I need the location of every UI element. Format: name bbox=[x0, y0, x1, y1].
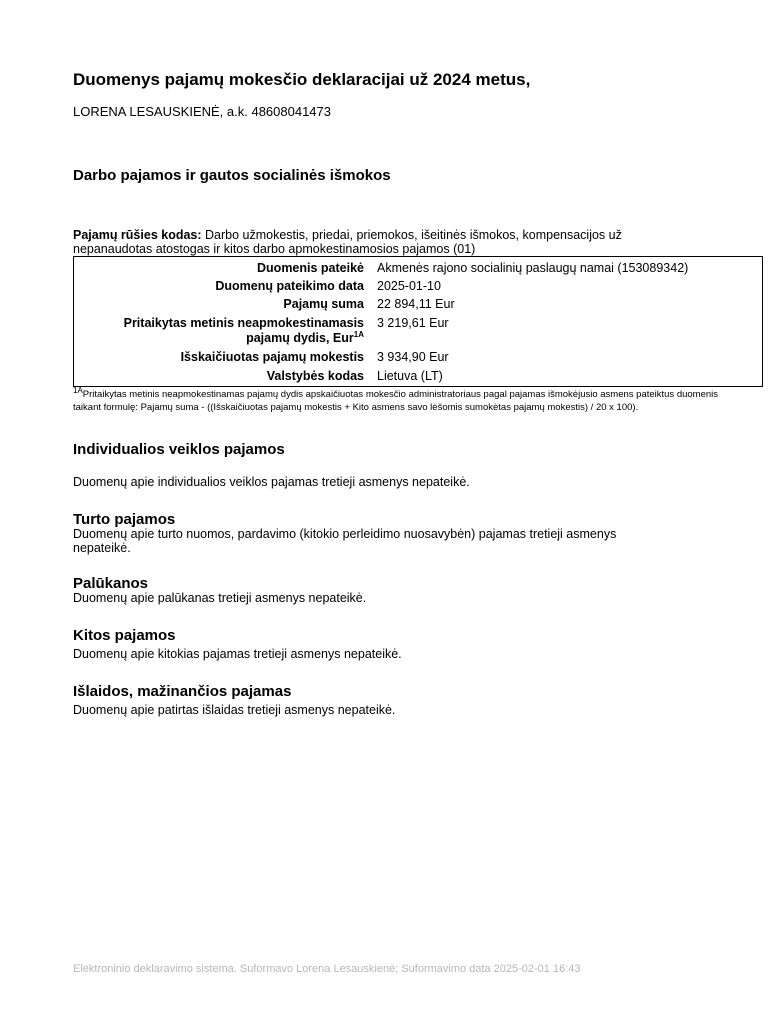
footnote-ref: 1A bbox=[353, 329, 364, 339]
section-title-interest: Palūkanos bbox=[73, 575, 149, 592]
footnote-marker: 1A bbox=[73, 385, 83, 395]
row-label: Duomenis pateikė bbox=[257, 261, 364, 275]
row-value: 3 219,61 Eur bbox=[377, 316, 449, 330]
row-label bbox=[74, 316, 364, 346]
row-label: Išskaičiuotas pajamų mokestis bbox=[180, 350, 364, 364]
row-label-line2: pajamų dydis, Eur bbox=[246, 331, 354, 345]
section-title-expenses: Išlaidos, mažinančios pajamas bbox=[73, 683, 292, 700]
section-text-individual: Duomenų apie individualios veiklos pajamas tretieji asmenys nepateikė. bbox=[73, 475, 470, 489]
row-value: 3 934,90 Eur bbox=[377, 350, 449, 364]
row-value: 22 894,11 Eur bbox=[377, 297, 455, 311]
row-value: Akmenės rajono socialinių paslaugų namai (153089342) bbox=[377, 261, 689, 275]
row-label-line1: Pritaikytas metinis neapmokestinamasis bbox=[123, 316, 364, 330]
row-value: 2025-01-10 bbox=[377, 279, 441, 293]
section-text-interest: Duomenų apie palūkanas tretieji asmenys nepateikė. bbox=[73, 591, 367, 605]
income-data-table bbox=[73, 256, 763, 387]
section-title-other: Kitos pajamos bbox=[73, 627, 176, 644]
footnote bbox=[73, 385, 743, 414]
income-type-code bbox=[73, 228, 673, 256]
section-text-property: Duomenų apie turto nuomos, pardavimo (kitokio perleidimo nuosavybėn) pajamas tretieji asmenys nepateikė. bbox=[73, 527, 617, 555]
income-type-label: Pajamų rūšies kodas: bbox=[73, 228, 202, 242]
row-value: Lietuva (LT) bbox=[377, 369, 443, 383]
row-label: Duomenų pateikimo data bbox=[215, 279, 364, 293]
section-text-other: Duomenų apie kitokias pajamas tretieji asmenys nepateikė. bbox=[73, 647, 402, 661]
taxpayer-identity: LORENA LESAUSKIENĖ, a.k. 48608041473 bbox=[73, 104, 331, 119]
section-title-employment: Darbo pajamos ir gautos socialinės išmokos bbox=[73, 167, 391, 184]
page-footer: Elektroninio deklaravimo sistema. Suformavo Lorena Lesauskienė; Suformavimo data 2025-02-01 16:43 bbox=[73, 963, 581, 975]
section-title-property: Turto pajamos bbox=[73, 511, 176, 528]
income-type-value: Darbo užmokestis, priedai, priemokos, išeitinės išmokos, kompensacijos už nepanaudotas atostogas ir kitos darbo apmokestinamosios pajamos (01) bbox=[73, 228, 622, 256]
document-title: Duomenys pajamų mokesčio deklaracijai už 2024 metus, bbox=[73, 70, 531, 89]
section-title-individual: Individualios veiklos pajamos bbox=[73, 441, 285, 458]
section-text-expenses: Duomenų apie patirtas išlaidas tretieji asmenys nepateikė. bbox=[73, 703, 396, 717]
row-label: Pajamų suma bbox=[283, 297, 364, 311]
footnote-text: Pritaikytas metinis neapmokestinamas pajamų dydis apskaičiuotas mokesčio administratoriaus pagal pajamas išmokėjusio asmens pateiktus duomenis taikant formulę: Pajamų suma - ((Išskaičiuotas pajamų mokestis + Kito asmens savo lėšomis sumokėtas pajamų mokestis) / 20 x 100). bbox=[73, 389, 719, 413]
row-label: Valstybės kodas bbox=[266, 369, 364, 383]
